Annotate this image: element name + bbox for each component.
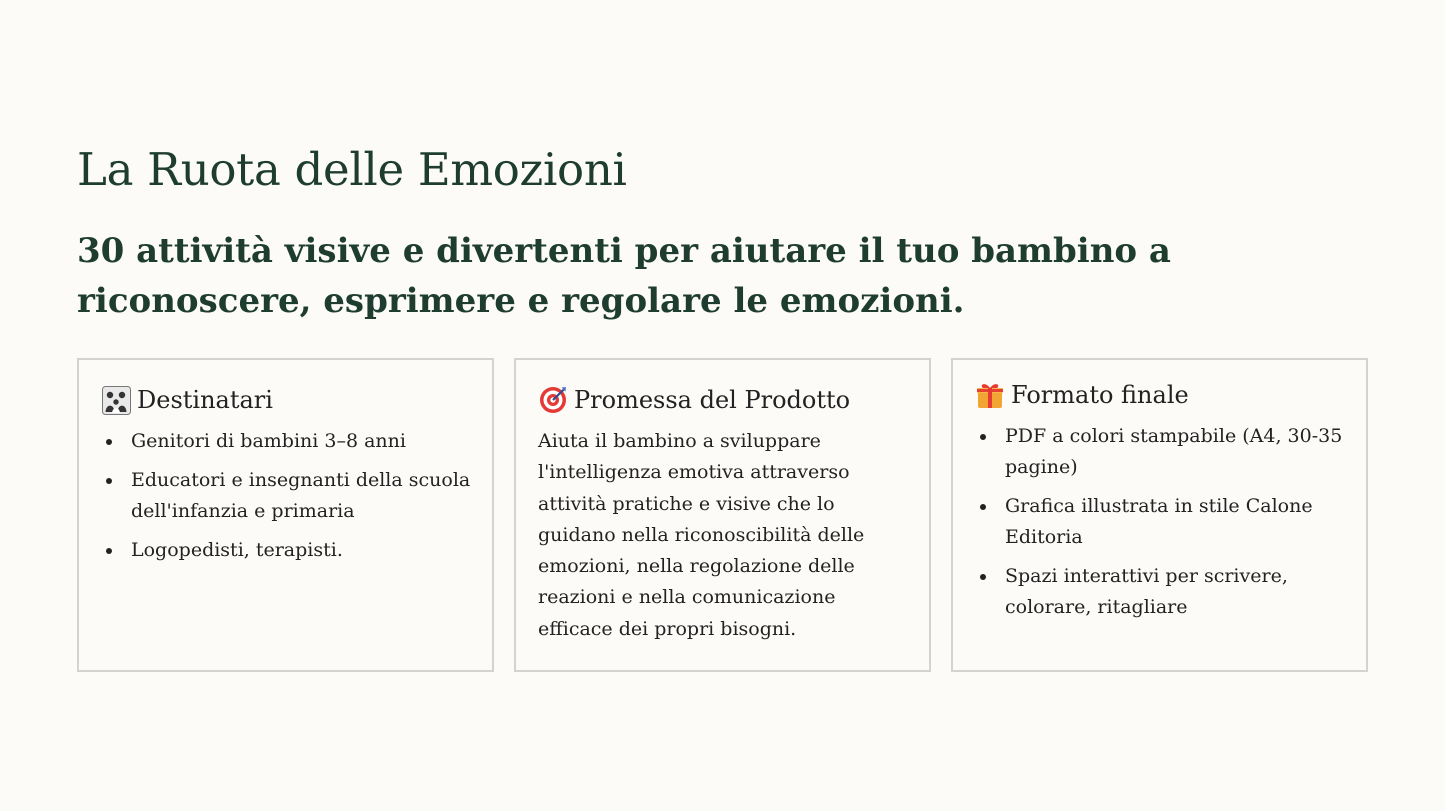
- product-promise-text: Aiuta il bambino a sviluppare l'intelligenza emotiva attraverso attività pratiche e visive che lo guidano nella riconoscibilità delle emozioni, nella regolazione delle reazioni e nella comunicazione efficace dei propri bisogni.: [538, 430, 865, 640]
- card-title-text: Destinatari: [137, 386, 273, 414]
- list-item: Genitori di bambini 3–8 anni: [131, 426, 472, 457]
- card-formato: [951, 358, 1368, 672]
- format-list: [975, 421, 1346, 623]
- card-promessa: [514, 358, 931, 672]
- gift-icon: [975, 380, 1005, 410]
- list-item: Logopedisti, terapisti.: [131, 535, 472, 566]
- card-title-text: Promessa del Prodotto: [574, 386, 851, 414]
- page-subtitle: 30 attività visive e divertenti per aiutare il tuo bambino a riconoscere, esprimere e regolare le emozioni.: [77, 231, 1171, 321]
- family-icon: [101, 385, 131, 415]
- card-title-text: Formato finale: [1011, 381, 1189, 409]
- page-title: La Ruota delle Emozioni: [77, 143, 627, 196]
- card-title-formato: [975, 379, 1346, 411]
- list-item: Spazi interattivi per scrivere, colorare, ritagliare: [1005, 561, 1346, 623]
- card-destinatari: [77, 358, 494, 672]
- card-title-promessa: [538, 384, 909, 416]
- card-title-destinatari: [101, 384, 472, 416]
- list-item: Grafica illustrata in stile Calone Editoria: [1005, 491, 1346, 553]
- target-icon: [538, 385, 568, 415]
- audience-list: [101, 426, 472, 566]
- list-item: Educatori e insegnanti della scuola dell'infanzia e primaria: [131, 465, 472, 527]
- slide-content: [77, 140, 1367, 640]
- info-cards: [77, 358, 1368, 672]
- list-item: PDF a colori stampabile (A4, 30-35 pagine): [1005, 421, 1346, 483]
